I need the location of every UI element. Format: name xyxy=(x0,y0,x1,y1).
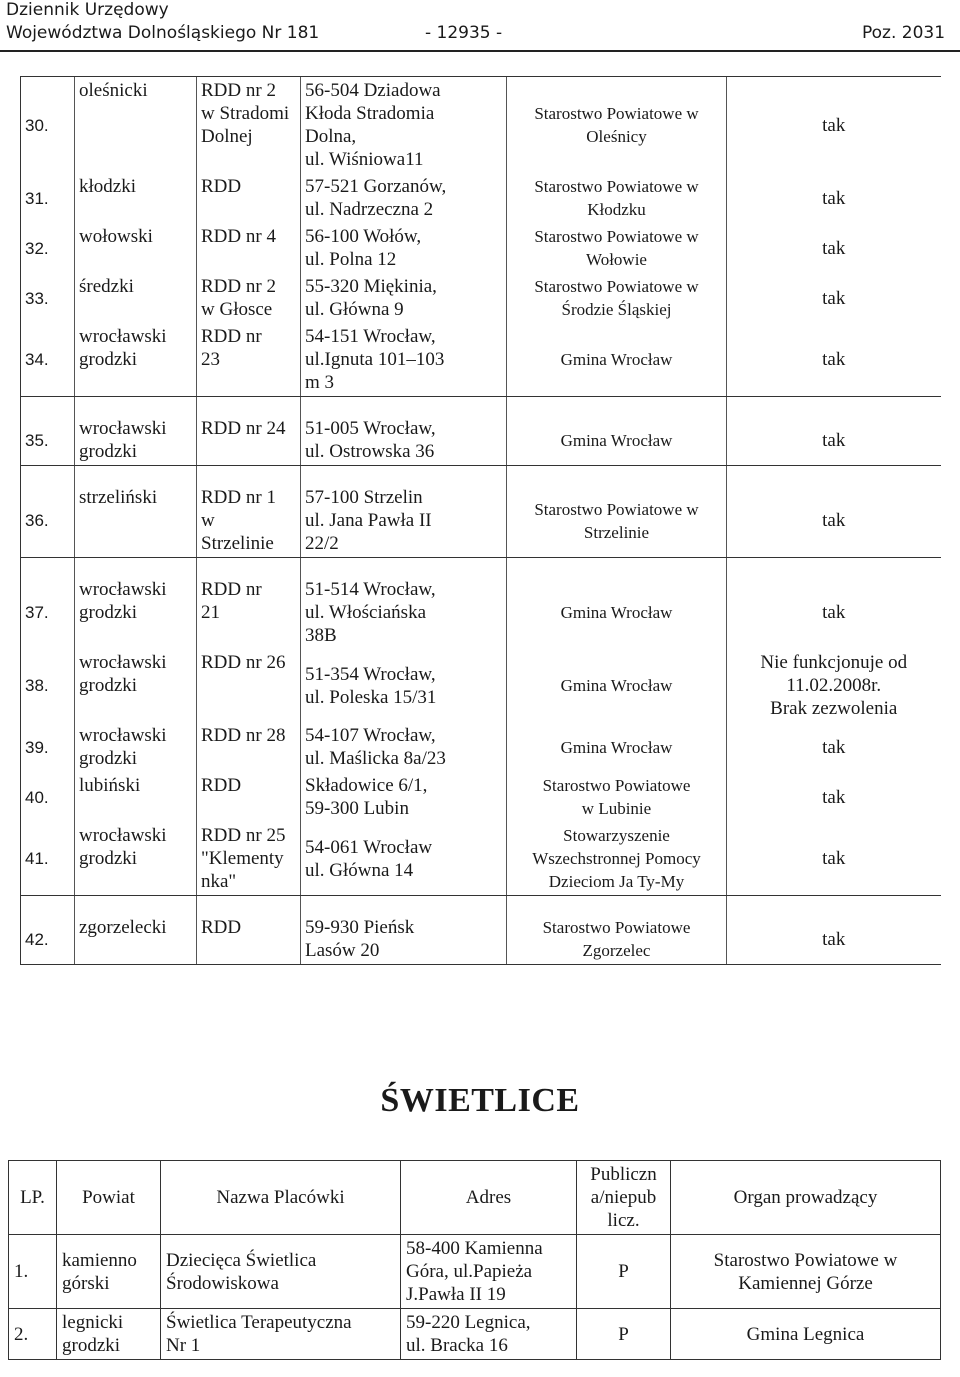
row-number: 33. xyxy=(21,273,75,323)
organ-cell: Starostwo Powiatowe w Środzie Śląskiej xyxy=(507,273,727,323)
header-lp: LP. xyxy=(9,1161,57,1235)
address-cell: 59-930 Pieńsk Lasów 20 xyxy=(301,914,507,965)
row-number: 40. xyxy=(21,772,75,822)
spacer-cell xyxy=(197,397,301,416)
nazwa-cell: Świetlica Terapeutyczna Nr 1 xyxy=(161,1309,401,1360)
row-number: 36. xyxy=(21,484,75,558)
spacer-cell xyxy=(301,466,507,485)
table-row xyxy=(21,415,941,466)
table-header-row xyxy=(9,1161,941,1235)
status-cell: tak xyxy=(727,323,941,397)
status-cell: tak xyxy=(727,722,941,772)
publiczna-cell: P xyxy=(577,1235,671,1309)
organ-cell: Gmina Wrocław xyxy=(507,576,727,649)
status-cell: Nie funkcjonuje od 11.02.2008r. Brak zezwolenia xyxy=(727,649,941,722)
table-row xyxy=(21,484,941,558)
address-cell: 54-061 Wrocław ul. Główna 14 xyxy=(301,822,507,896)
address-cell: 51-354 Wrocław, ul. Poleska 15/31 xyxy=(301,649,507,722)
rdd-cell: RDD nr 1 w Strzelinie xyxy=(197,484,301,558)
spacer-cell xyxy=(21,896,75,915)
table-row xyxy=(9,1235,941,1309)
header-publiczna: Publiczn a/niepub licz. xyxy=(577,1161,671,1235)
powiat-cell: legnicki grodzki xyxy=(57,1309,161,1360)
publiczna-cell: P xyxy=(577,1309,671,1360)
spacer-cell xyxy=(301,558,507,577)
table-row xyxy=(21,914,941,965)
header-nazwa: Nazwa Placówki xyxy=(161,1161,401,1235)
row-number: 32. xyxy=(21,223,75,273)
journal-subtitle: Województwa Dolnośląskiego Nr 181 xyxy=(6,23,320,43)
spacer-cell xyxy=(727,466,941,485)
spacer-cell xyxy=(727,896,941,915)
rdd-cell: RDD nr 4 xyxy=(197,223,301,273)
organ-cell: Starostwo Powiatowe w Lubinie xyxy=(507,772,727,822)
organ-cell: Starostwo Powiatowe w Oleśnicy xyxy=(507,77,727,174)
organ-cell: Starostwo Powiatowe w Kamiennej Górze xyxy=(671,1235,941,1309)
spacer-cell xyxy=(75,397,197,416)
address-cell: 54-151 Wrocław, ul.Ignuta 101–103 m 3 xyxy=(301,323,507,397)
table-row xyxy=(9,1309,941,1360)
powiat-cell: średzki xyxy=(75,273,197,323)
organ-cell: Gmina Wrocław xyxy=(507,415,727,466)
organ-cell: Stowarzyszenie Wszechstronnej Pomocy Dzieciom Ja Ty-My xyxy=(507,822,727,896)
spacer-cell xyxy=(197,558,301,577)
powiat-cell: wrocławski grodzki xyxy=(75,822,197,896)
status-cell: tak xyxy=(727,576,941,649)
address-cell: 54-107 Wrocław, ul. Maślicka 8a/23 xyxy=(301,722,507,772)
powiat-cell: wrocławski grodzki xyxy=(75,649,197,722)
spacer-cell xyxy=(301,397,507,416)
address-cell: 59-220 Legnica, ul. Bracka 16 xyxy=(401,1309,577,1360)
lp-cell: 2. xyxy=(9,1309,57,1360)
organ-cell: Starostwo Powiatowe Zgorzelec xyxy=(507,914,727,965)
lp-cell: 1. xyxy=(9,1235,57,1309)
organ-cell: Gmina Wrocław xyxy=(507,323,727,397)
swietlice-table xyxy=(8,1160,941,1360)
table-row xyxy=(21,223,941,273)
row-number: 30. xyxy=(21,77,75,174)
powiat-cell: kłodzki xyxy=(75,173,197,223)
organ-cell: Starostwo Powiatowe w Strzelinie xyxy=(507,484,727,558)
organ-cell: Starostwo Powiatowe w Wołowie xyxy=(507,223,727,273)
address-cell: 57-100 Strzelin ul. Jana Pawła II 22/2 xyxy=(301,484,507,558)
table-row xyxy=(21,77,941,174)
powiat-cell: lubiński xyxy=(75,772,197,822)
rdd-cell: RDD nr 24 xyxy=(197,415,301,466)
status-cell: tak xyxy=(727,484,941,558)
header-organ: Organ prowadzący xyxy=(671,1161,941,1235)
rdd-cell: RDD nr 2 w Stradomi Dolnej xyxy=(197,77,301,174)
rdd-cell: RDD nr 25 "Klementy nka" xyxy=(197,822,301,896)
row-spacer xyxy=(21,896,941,915)
row-spacer xyxy=(21,397,941,416)
address-cell: 51-005 Wrocław, ul. Ostrowska 36 xyxy=(301,415,507,466)
spacer-cell xyxy=(21,558,75,577)
table-row xyxy=(21,649,941,722)
table-row xyxy=(21,273,941,323)
row-number: 34. xyxy=(21,323,75,397)
spacer-cell xyxy=(21,466,75,485)
powiat-cell: wrocławski grodzki xyxy=(75,722,197,772)
rdd-cell: RDD nr 26 xyxy=(197,649,301,722)
rdd-cell: RDD nr 23 xyxy=(197,323,301,397)
spacer-cell xyxy=(197,896,301,915)
powiat-cell: wrocławski grodzki xyxy=(75,415,197,466)
journal-title: Dziennik Urzędowy xyxy=(6,0,169,20)
spacer-cell xyxy=(727,558,941,577)
address-cell: Składowice 6/1, 59-300 Lubin xyxy=(301,772,507,822)
organ-cell: Starostwo Powiatowe w Kłodzku xyxy=(507,173,727,223)
table-row xyxy=(21,173,941,223)
status-cell: tak xyxy=(727,173,941,223)
row-number: 42. xyxy=(21,914,75,965)
row-number: 38. xyxy=(21,649,75,722)
rdd-cell: RDD nr 2 w Głosce xyxy=(197,273,301,323)
table-row xyxy=(21,772,941,822)
powiat-cell: kamienno górski xyxy=(57,1235,161,1309)
address-cell: 55-320 Miękinia, ul. Główna 9 xyxy=(301,273,507,323)
powiat-cell: wrocławski grodzki xyxy=(75,323,197,397)
position-number: Poz. 2031 xyxy=(862,23,946,43)
address-cell: 51-514 Wrocław, ul. Włościańska 38B xyxy=(301,576,507,649)
rdd-cell: RDD nr 28 xyxy=(197,722,301,772)
rdd-cell: RDD xyxy=(197,772,301,822)
address-cell: 56-100 Wołów, ul. Polna 12 xyxy=(301,223,507,273)
status-cell: tak xyxy=(727,223,941,273)
spacer-cell xyxy=(507,558,727,577)
spacer-cell xyxy=(507,466,727,485)
page-number: - 12935 - xyxy=(425,23,503,43)
organ-cell: Gmina Wrocław xyxy=(507,649,727,722)
row-number: 35. xyxy=(21,415,75,466)
row-number: 41. xyxy=(21,822,75,896)
spacer-cell xyxy=(75,466,197,485)
table-row xyxy=(21,576,941,649)
spacer-cell xyxy=(75,558,197,577)
address-cell: 58-400 Kamienna Góra, ul.Papieża J.Pawła II 19 xyxy=(401,1235,577,1309)
status-cell: tak xyxy=(727,77,941,174)
rdd-cell: RDD xyxy=(197,173,301,223)
header-rule xyxy=(0,50,960,52)
spacer-cell xyxy=(507,397,727,416)
status-cell: tak xyxy=(727,273,941,323)
address-cell: 57-521 Gorzanów, ul. Nadrzeczna 2 xyxy=(301,173,507,223)
row-number: 39. xyxy=(21,722,75,772)
row-number: 31. xyxy=(21,173,75,223)
rdd-table xyxy=(20,76,941,965)
rdd-cell: RDD xyxy=(197,914,301,965)
status-cell: tak xyxy=(727,772,941,822)
status-cell: tak xyxy=(727,914,941,965)
powiat-cell: wrocławski grodzki xyxy=(75,576,197,649)
spacer-cell xyxy=(301,896,507,915)
powiat-cell: zgorzelecki xyxy=(75,914,197,965)
spacer-cell xyxy=(21,397,75,416)
powiat-cell: wołowski xyxy=(75,223,197,273)
row-number: 37. xyxy=(21,576,75,649)
status-cell: tak xyxy=(727,822,941,896)
header-powiat: Powiat xyxy=(57,1161,161,1235)
row-spacer xyxy=(21,558,941,577)
table-row xyxy=(21,323,941,397)
rdd-cell: RDD nr 21 xyxy=(197,576,301,649)
spacer-cell xyxy=(727,397,941,416)
organ-cell: Gmina Legnica xyxy=(671,1309,941,1360)
powiat-cell: oleśnicki xyxy=(75,77,197,174)
powiat-cell: strzeliński xyxy=(75,484,197,558)
section-title: ŚWIETLICE xyxy=(380,1082,580,1119)
status-cell: tak xyxy=(727,415,941,466)
spacer-cell xyxy=(507,896,727,915)
header-adres: Adres xyxy=(401,1161,577,1235)
row-spacer xyxy=(21,466,941,485)
spacer-cell xyxy=(75,896,197,915)
address-cell: 56-504 Dziadowa Kłoda Stradomia Dolna, ul. Wiśniowa11 xyxy=(301,77,507,174)
table-row xyxy=(21,822,941,896)
table-row xyxy=(21,722,941,772)
organ-cell: Gmina Wrocław xyxy=(507,722,727,772)
nazwa-cell: Dziecięca Świetlica Środowiskowa xyxy=(161,1235,401,1309)
spacer-cell xyxy=(197,466,301,485)
